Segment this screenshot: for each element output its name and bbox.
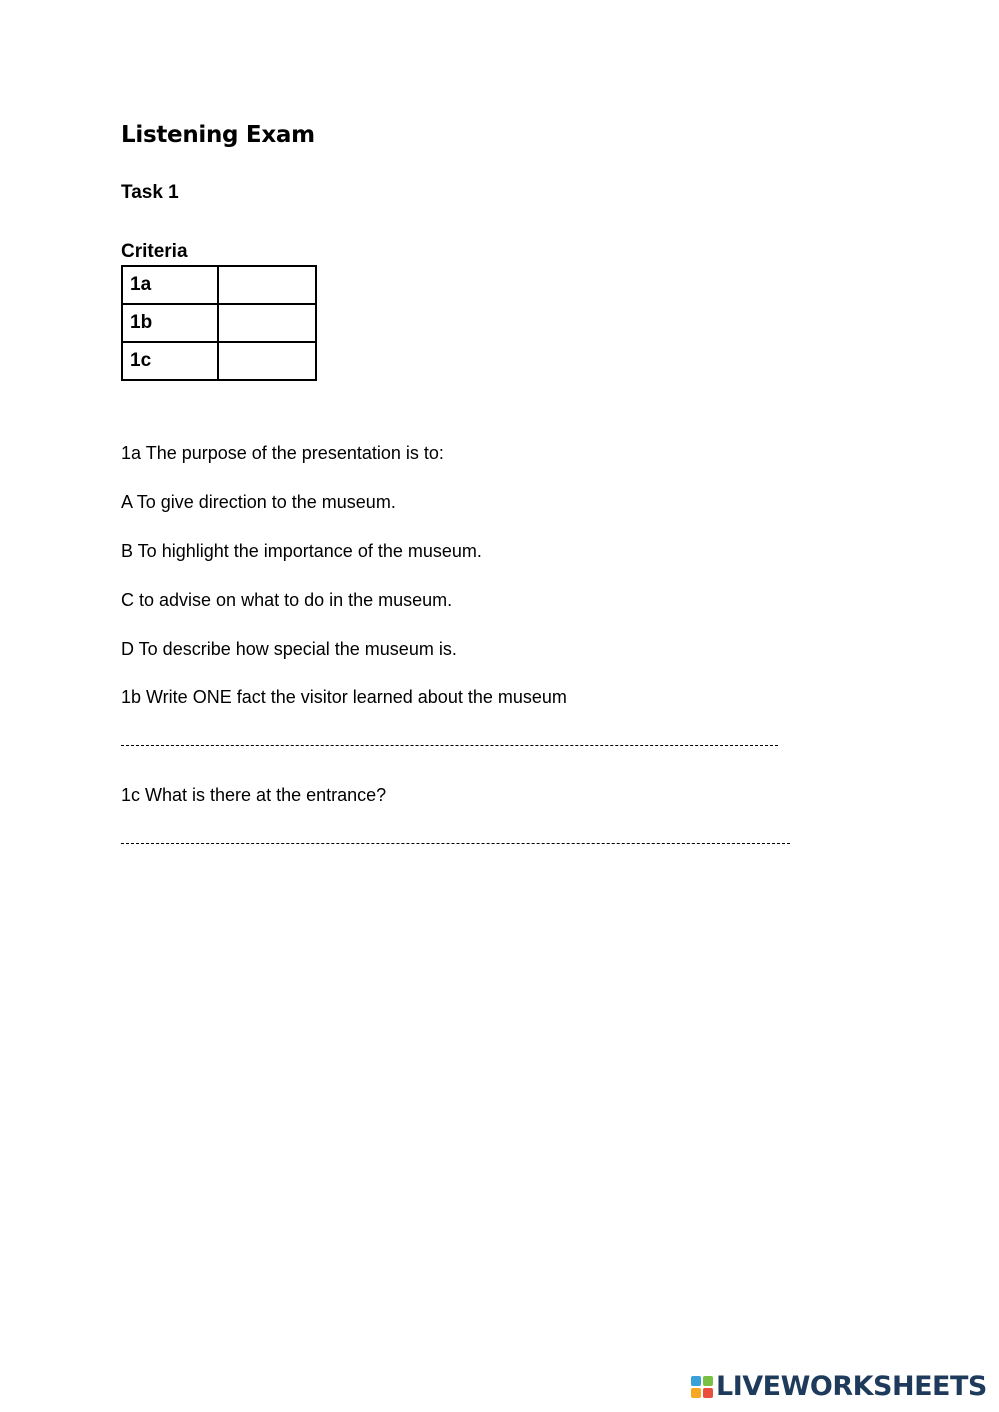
criteria-score-cell[interactable]	[218, 266, 316, 304]
logo-tile	[691, 1376, 701, 1386]
brand-name: LIVEWORKSHEETS	[716, 1371, 987, 1402]
logo-tile	[703, 1388, 713, 1398]
criteria-label: Criteria	[121, 241, 188, 262]
criteria-row	[122, 266, 316, 304]
option-c[interactable]: C to advise on what to do in the museum.	[121, 590, 453, 610]
criteria-key: 1b	[122, 304, 218, 342]
criteria-score-cell[interactable]	[218, 342, 316, 380]
option-a[interactable]: A To give direction to the museum.	[121, 492, 396, 512]
option-d[interactable]: D To describe how special the museum is.	[121, 639, 457, 659]
page-title: Listening Exam	[121, 122, 315, 148]
criteria-score-cell[interactable]	[218, 304, 316, 342]
question-1c: 1c What is there at the entrance?	[121, 785, 387, 805]
answer-line-1b[interactable]	[121, 745, 778, 746]
liveworksheets-logo	[691, 1372, 987, 1402]
task-heading: Task 1	[121, 182, 179, 203]
criteria-row	[122, 342, 316, 380]
criteria-row	[122, 304, 316, 342]
criteria-key: 1c	[122, 342, 218, 380]
question-1a: 1a The purpose of the presentation is to:	[121, 443, 444, 463]
criteria-key: 1a	[122, 266, 218, 304]
liveworksheets-logo-icon	[691, 1376, 713, 1398]
criteria-table	[121, 265, 317, 381]
answer-line-1c[interactable]	[121, 843, 790, 844]
logo-tile	[703, 1376, 713, 1386]
question-1b: 1b Write ONE fact the visitor learned about the museum	[121, 687, 567, 707]
logo-tile	[691, 1388, 701, 1398]
option-b[interactable]: B To highlight the importance of the museum.	[121, 541, 482, 561]
